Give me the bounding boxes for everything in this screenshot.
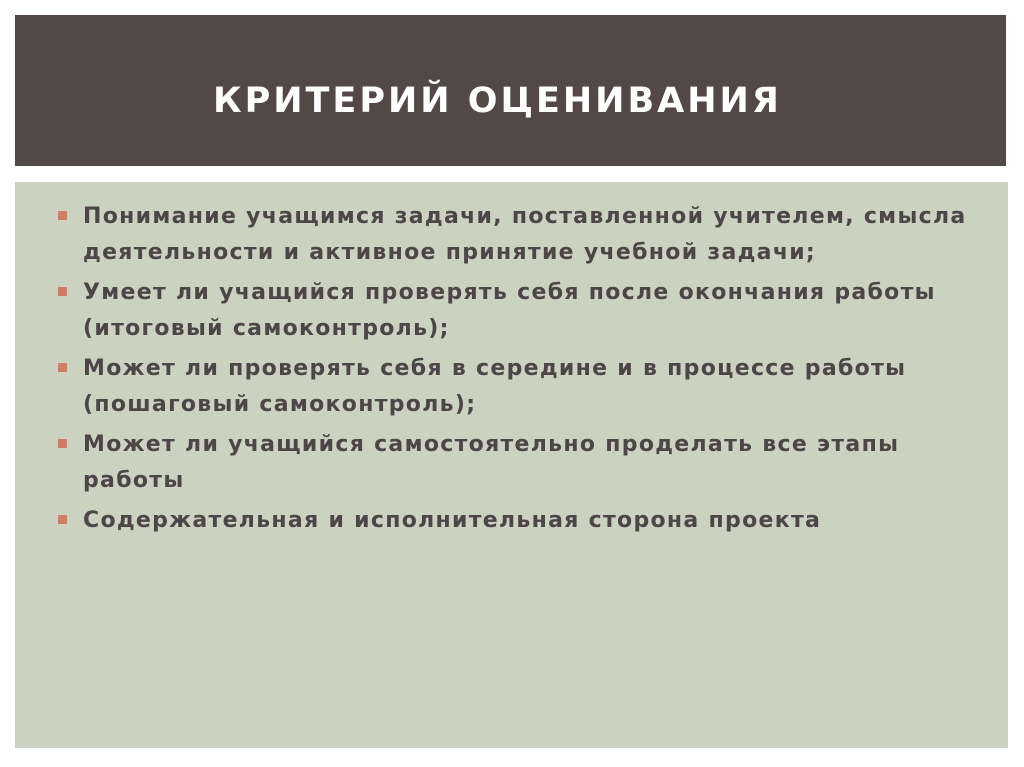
bullet-text: Может ли учащийся самостоятельно проделать все этапы работы: [83, 432, 900, 493]
bullet-text: Может ли проверять себя в середине и в процессе работы (пошаговый самоконтроль);: [83, 356, 907, 417]
bullet-item: [15, 427, 1008, 498]
bullet-item: [15, 503, 1008, 539]
content-panel: [15, 182, 1008, 748]
bullet-item: [15, 351, 1008, 422]
square-bullet-icon: [58, 515, 67, 524]
bullet-list: [15, 199, 1008, 544]
square-bullet-icon: [58, 363, 67, 372]
bullet-text: Понимание учащимся задачи, поставленной учителем, смысла деятельности и активное принятие учебной задачи;: [83, 204, 967, 265]
slide-title: КРИТЕРИЙ ОЦЕНИВАНИЯ: [213, 81, 782, 121]
bullet-text: Умеет ли учащийся проверять себя после окончания работы (итоговый самоконтроль);: [83, 280, 936, 341]
bullet-item: [15, 199, 1008, 270]
bullet-item: [15, 275, 1008, 346]
square-bullet-icon: [58, 211, 67, 220]
bullet-text: Содержательная и исполнительная сторона проекта: [83, 508, 822, 533]
square-bullet-icon: [58, 439, 67, 448]
square-bullet-icon: [58, 287, 67, 296]
